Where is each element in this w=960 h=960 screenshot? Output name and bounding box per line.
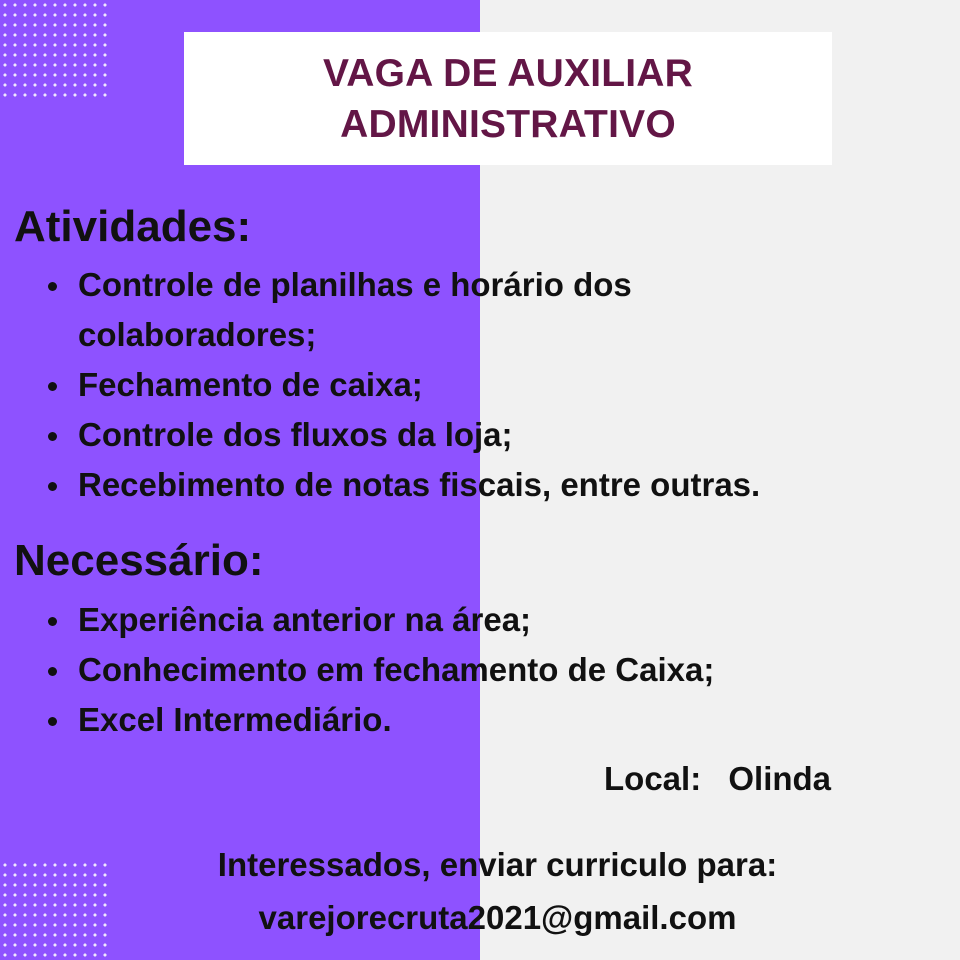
activity-item [48,360,928,410]
requirement-item-text: Conhecimento em fechamento de Caixa; [78,651,715,688]
requirements-heading: Necessário: [14,536,264,585]
title-box [184,32,832,165]
title-line-2: ADMINISTRATIVO [340,102,676,146]
activity-item-line-2: colaboradores; [78,316,317,353]
location-value: Olinda [728,760,832,797]
activity-item [48,260,928,360]
contact-email: varejorecruta2021@gmail.com [258,899,737,936]
activity-item [48,460,928,510]
activity-item-line-1: Controle de planilhas e horário dos [78,266,632,303]
location-label: Local: [604,760,702,797]
activity-item-text: Fechamento de caixa; [78,366,423,403]
requirements-list [48,595,928,745]
bullet-dot-icon [48,432,57,441]
activities-list [48,260,928,510]
activity-item-text: Recebimento de notas fiscais, entre outras. [78,466,761,503]
title-line-1: VAGA DE AUXILIAR [322,51,694,95]
requirement-item-text: Excel Intermediário. [78,701,392,738]
requirement-item-text: Experiência anterior na área; [78,601,532,638]
requirement-item [48,595,928,645]
activity-item-text: Controle dos fluxos da loja; [78,416,513,453]
activity-item [48,410,928,460]
bullet-dot-icon [48,282,57,291]
bullet-dot-icon [48,382,57,391]
location-line [604,756,831,802]
bullet-dot-icon [48,667,57,676]
contact-instruction: Interessados, enviar curriculo para: [217,846,778,883]
activities-heading: Atividades: [14,202,252,251]
requirement-item [48,695,928,745]
bullet-dot-icon [48,617,57,626]
top-dot-grid-icon [0,0,112,100]
requirement-item [48,645,928,695]
bullet-dot-icon [48,717,57,726]
bullet-dot-icon [48,482,57,491]
